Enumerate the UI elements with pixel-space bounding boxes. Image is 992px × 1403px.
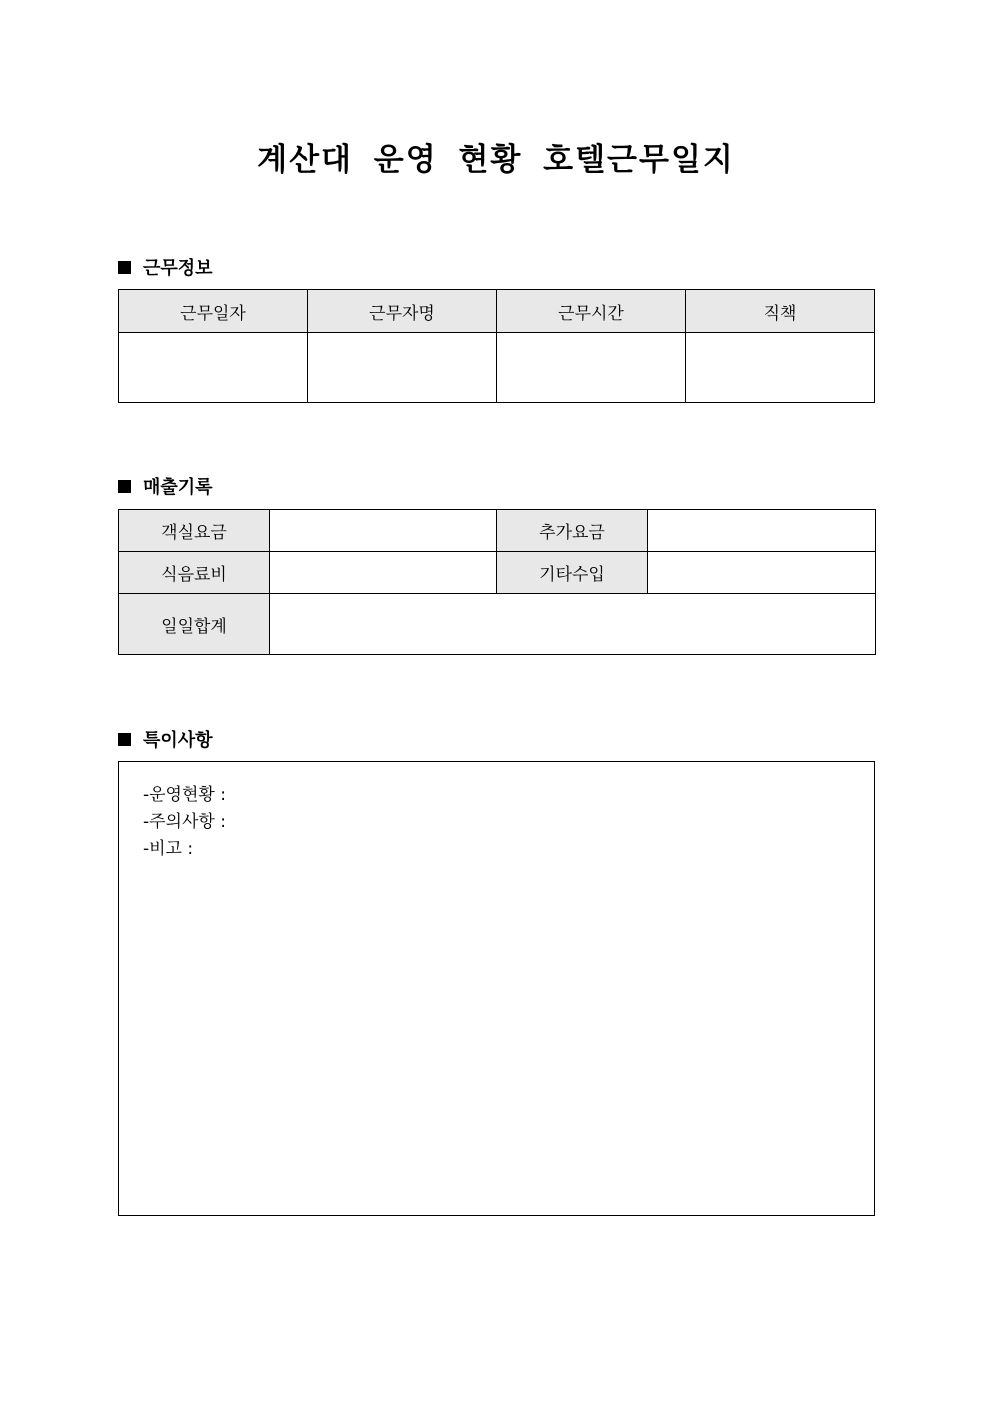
section-heading-label: 특이사항	[143, 730, 213, 751]
note-line-cautions: -주의사항 :	[143, 812, 226, 832]
column-header-date: 근무일자	[119, 290, 308, 333]
section-heading-sales	[118, 473, 213, 499]
square-bullet-icon	[118, 261, 131, 274]
column-header-position: 직책	[686, 290, 875, 333]
section-heading-notes	[118, 726, 213, 752]
column-header-worker: 근무자명	[308, 290, 497, 333]
work-info-table	[118, 289, 875, 403]
food-beverage-cell[interactable]	[270, 552, 497, 594]
note-line-remarks: -비고 :	[143, 839, 194, 859]
extra-fee-label: 추가요금	[497, 510, 648, 552]
extra-fee-cell[interactable]	[648, 510, 876, 552]
sales-table	[118, 509, 876, 655]
note-line-operation-status: -운영현황 :	[143, 785, 226, 805]
page-title: 계산대 운영 현황 호텔근무일지	[257, 142, 735, 178]
room-fee-label: 객실요금	[119, 510, 270, 552]
food-beverage-label: 식음료비	[119, 552, 270, 594]
work-date-cell[interactable]	[119, 333, 308, 403]
square-bullet-icon	[118, 480, 131, 493]
section-heading-work-info	[118, 254, 213, 280]
room-fee-cell[interactable]	[270, 510, 497, 552]
daily-total-cell[interactable]	[270, 594, 876, 655]
other-income-cell[interactable]	[648, 552, 876, 594]
column-header-hours: 근무시간	[497, 290, 686, 333]
daily-total-label: 일일합계	[119, 594, 270, 655]
square-bullet-icon	[118, 733, 131, 746]
position-cell[interactable]	[686, 333, 875, 403]
other-income-label: 기타수입	[497, 552, 648, 594]
worker-name-cell[interactable]	[308, 333, 497, 403]
notes-lines	[143, 782, 226, 863]
notes-box[interactable]	[118, 761, 875, 1216]
section-heading-label: 근무정보	[143, 258, 213, 279]
work-hours-cell[interactable]	[497, 333, 686, 403]
section-heading-label: 매출기록	[143, 477, 213, 498]
